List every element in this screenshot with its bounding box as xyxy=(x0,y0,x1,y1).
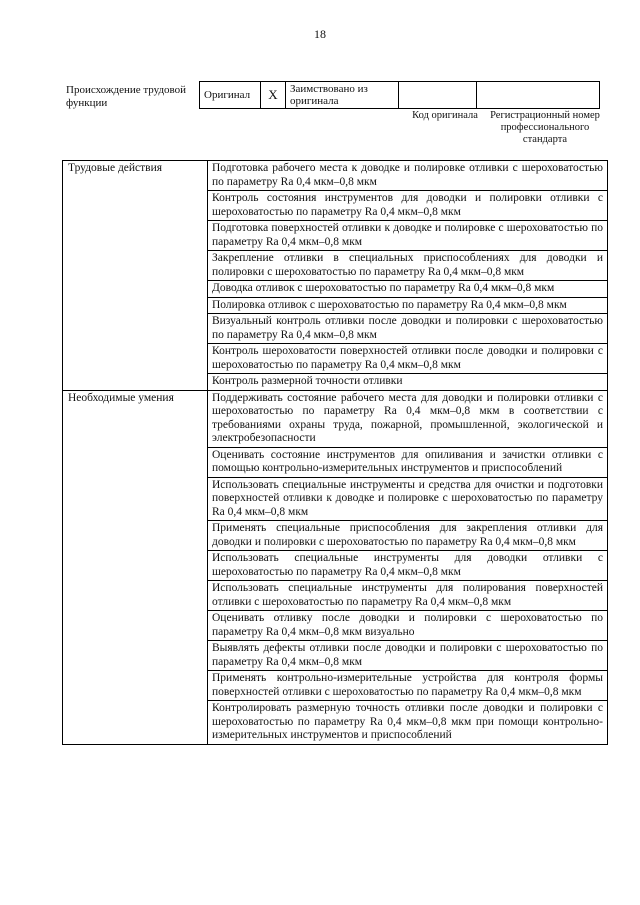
skill-item: Использовать специальные инструменты для полирования поверхностей отливки с шероховатостью по параметру Ra 0,4 мкм–0,8 мкм xyxy=(208,581,608,611)
origin-table xyxy=(199,81,600,109)
skill-item: Применять контрольно-измерительные устройства для контроля формы поверхностей отливки с шероховатостью по параметру Ra 0,4 мкм–0,8 мкм xyxy=(208,671,608,701)
labor-action-item: Подготовка поверхностей отливки к доводке и полировке с шероховатостью по параметру Ra 0,4 мкм–0,8 мкм xyxy=(208,221,608,251)
labor-actions-heading: Трудовые действия xyxy=(63,161,208,391)
skill-item: Использовать специальные инструменты для доводки отливки с шероховатостью по параметру Ra 0,4 мкм–0,8 мкм xyxy=(208,551,608,581)
labor-action-item: Визуальный контроль отливки после доводки и полировки с шероховатостью по параметру Ra 0,4 мкм–0,8 мкм xyxy=(208,314,608,344)
original-cell: Оригинал xyxy=(200,82,261,109)
code-cell xyxy=(399,82,477,109)
labor-action-item: Подготовка рабочего места к доводке и полировке отливки с шероховатостью по параметру Ra 0,4 мкм–0,8 мкм xyxy=(208,161,608,191)
labor-action-item: Доводка отливок с шероховатостью по параметру Ra 0,4 мкм–0,8 мкм xyxy=(208,281,608,298)
skills-heading: Необходимые умения xyxy=(63,390,208,744)
labor-action-item: Контроль размерной точности отливки xyxy=(208,374,608,391)
skill-item: Контролировать размерную точность отливки после доводки и полировки с шероховатостью по параметру Ra 0,4 мкм–0,8 мкм при помощи контрольно-измерительных инструментов и приспособлений xyxy=(208,701,608,745)
function-table xyxy=(62,160,608,745)
labor-action-item: Контроль шероховатости поверхностей отливки после доводки и полировки с шероховатостью по параметру Ra 0,4 мкм–0,8 мкм xyxy=(208,344,608,374)
code-caption: Код оригинала xyxy=(412,110,478,121)
skill-item: Оценивать отливку после доводки и полировки с шероховатостью по параметру Ra 0,4 мкм–0,8 мкм визуально xyxy=(208,611,608,641)
page-number: 18 xyxy=(314,27,326,41)
reg-number-cell xyxy=(477,82,600,109)
skill-item: Поддерживать состояние рабочего места для доводки и полировки отливки с шероховатостью по параметру Ra 0,4 мкм–0,8 мкм в соответствии с требованиями охраны труда, пожарной, промышленной, экологической и электробезопасности xyxy=(208,390,608,447)
labor-action-item: Закрепление отливки в специальных приспособлениях для доводки и полировки с шероховатостью по параметру Ra 0,4 мкм–0,8 мкм xyxy=(208,251,608,281)
reg-caption: Регистрационный номер профессионального стандарта xyxy=(490,110,600,145)
skill-item: Оценивать состояние инструментов для опиливания и зачистки отливки с помощью контрольно-измерительных инструментов и приспособлений xyxy=(208,447,608,477)
borrowed-cell: Заимствовано из оригинала xyxy=(286,82,399,109)
skill-item: Выявлять дефекты отливки после доводки и полировки с шероховатостью по параметру Ra 0,4 мкм–0,8 мкм xyxy=(208,641,608,671)
skill-item: Использовать специальные инструменты и средства для очистки и подготовки поверхностей отливки к доводке и полировке с шероховатостью по параметру Ra 0,4 мкм–0,8 мкм xyxy=(208,477,608,521)
skill-item: Применять специальные приспособления для закрепления отливки для доводки и полировки с шероховатостью по параметру Ra 0,4 мкм–0,8 мкм xyxy=(208,521,608,551)
original-mark: X xyxy=(261,82,286,109)
labor-action-item: Контроль состояния инструментов для доводки и полировки отливки с шероховатостью по параметру Ra 0,4 мкм–0,8 мкм xyxy=(208,191,608,221)
origin-label: Происхождение трудовой функции xyxy=(66,84,187,109)
labor-action-item: Полировка отливок с шероховатостью по параметру Ra 0,4 мкм–0,8 мкм xyxy=(208,297,608,314)
